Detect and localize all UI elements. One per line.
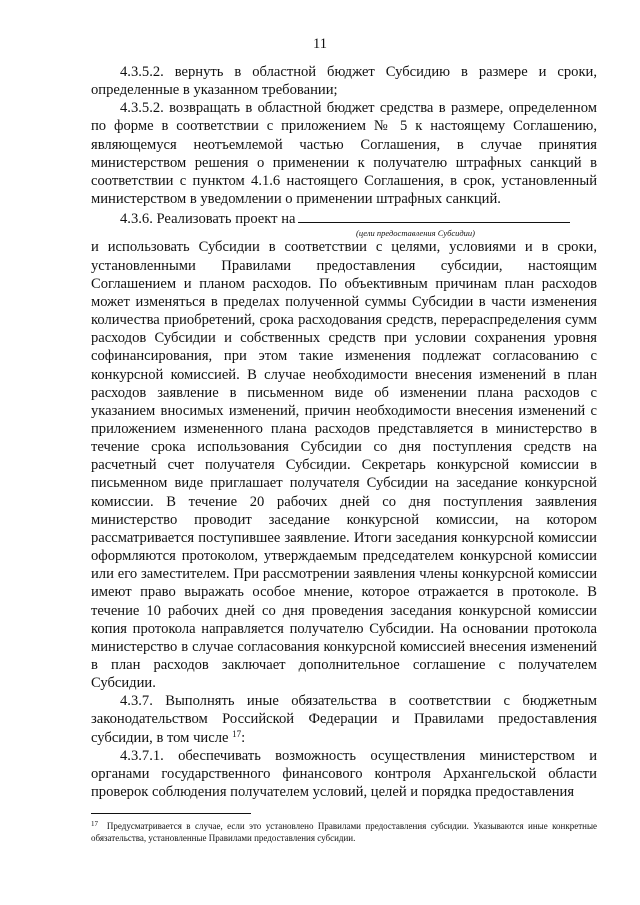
footnote-reference: 17 <box>232 728 242 739</box>
paragraph-4-3-6 <box>91 208 597 228</box>
footnote <box>91 820 597 844</box>
paragraph-4-3-5-2-b: 4.3.5.2. возвращать в областной бюджет средства в размере, определенном по форме в соответствии с приложением № 5 к настоящему Соглашению, являющемуся неотъемлемой частью Соглашения, в случае принятия министерством решения о применении к получателю штрафных санкций в соответствии с пунктом 4.1.6 настоящего Соглашения, в срок, установленный министерством в уведомлении о применении штрафных санкций. <box>91 100 597 208</box>
blank-caption: (цели предоставления Субсидии) <box>356 228 475 239</box>
paragraph-4-3-6-continued: и использовать Субсидии в соответствии с целями, условиями и в сроки, установленными Правилами предоставления субсидии, настоящим Соглашением и планом расходов. По объективным причинам план расходов может изменяться в пределах полученной суммы Субсидии в части изменения количества приобретений, срока расходования средств, перераспределения сумм расходов Субсидии и собственных средств при условии сохранения уровня софинансирования, при этом такие изменения подлежат согласованию с конкурсной комиссией. В случае необходимости внесения изменений в план расходов заявление в письменном виде об изменении плана расходов с указанием вносимых изменений, причин необходимости внесения изменений с приложением измененного плана расходов представляется в министерство в течение срока использования Субсидии со дня поступления средств на расчетный счет получателя Субсидии. Секретарь конкурсной комиссии в письменном виде приглашает получателя Субсидии на заседание конкурсной комиссии. В течение 20 рабочих дней со дня поступления заявления министерство проводит заседание конкурсной комиссии, на котором рассматривается поступившее заявление. Итоги заседания конкурсной комиссии оформляются протоколом, утверждаемым председателем конкурсной комиссии или его заместителем. При рассмотрении заявления члены конкурсной комиссии имеют право выражать особое мнение, которое отражается в протоколе. В течение 10 рабочих дней со дня проведения заседания конкурсной комиссии копия протокола направляется получателю Субсидии. На основании протокола министерство в случае согласования конкурсной комиссией внесения изменений в план расходов заключает дополнительное соглашение с получателем Субсидии. <box>91 239 597 692</box>
footnote-text: Предусматривается в случае, если это установлено Правилами предоставления субсидии. Указываются иные конкретные обязательства, установленные Правилами предоставления субсидии. <box>91 821 598 843</box>
paragraph-4-3-7-1: 4.3.7.1. обеспечивать возможность осуществления министерством и органами государственного финансового контроля Архангельской области проверок соблюдения получателем условий, целей и порядка предоставления <box>91 747 597 801</box>
document-body <box>91 63 597 801</box>
blank-fill-line <box>298 208 570 223</box>
paragraph-4-3-6-lead: 4.3.6. Реализовать проект на <box>120 211 296 228</box>
paragraph-4-3-7-text: 4.3.7. Выполнять иные обязательства в соответствии с бюджетным законодательством Российской Федерации и Правилами предоставления субсидии, в том числе <box>91 693 597 746</box>
footnote-separator <box>91 813 251 814</box>
paragraph-4-3-7 <box>91 692 597 746</box>
page-number: 11 <box>313 36 327 52</box>
paragraph-4-3-7-colon: : <box>241 729 246 746</box>
paragraph-4-3-5-2-a: 4.3.5.2. вернуть в областной бюджет Субсидию в размере и сроки, определенные в указанном требовании; <box>91 64 597 99</box>
footnote-number: 17 <box>91 820 98 828</box>
